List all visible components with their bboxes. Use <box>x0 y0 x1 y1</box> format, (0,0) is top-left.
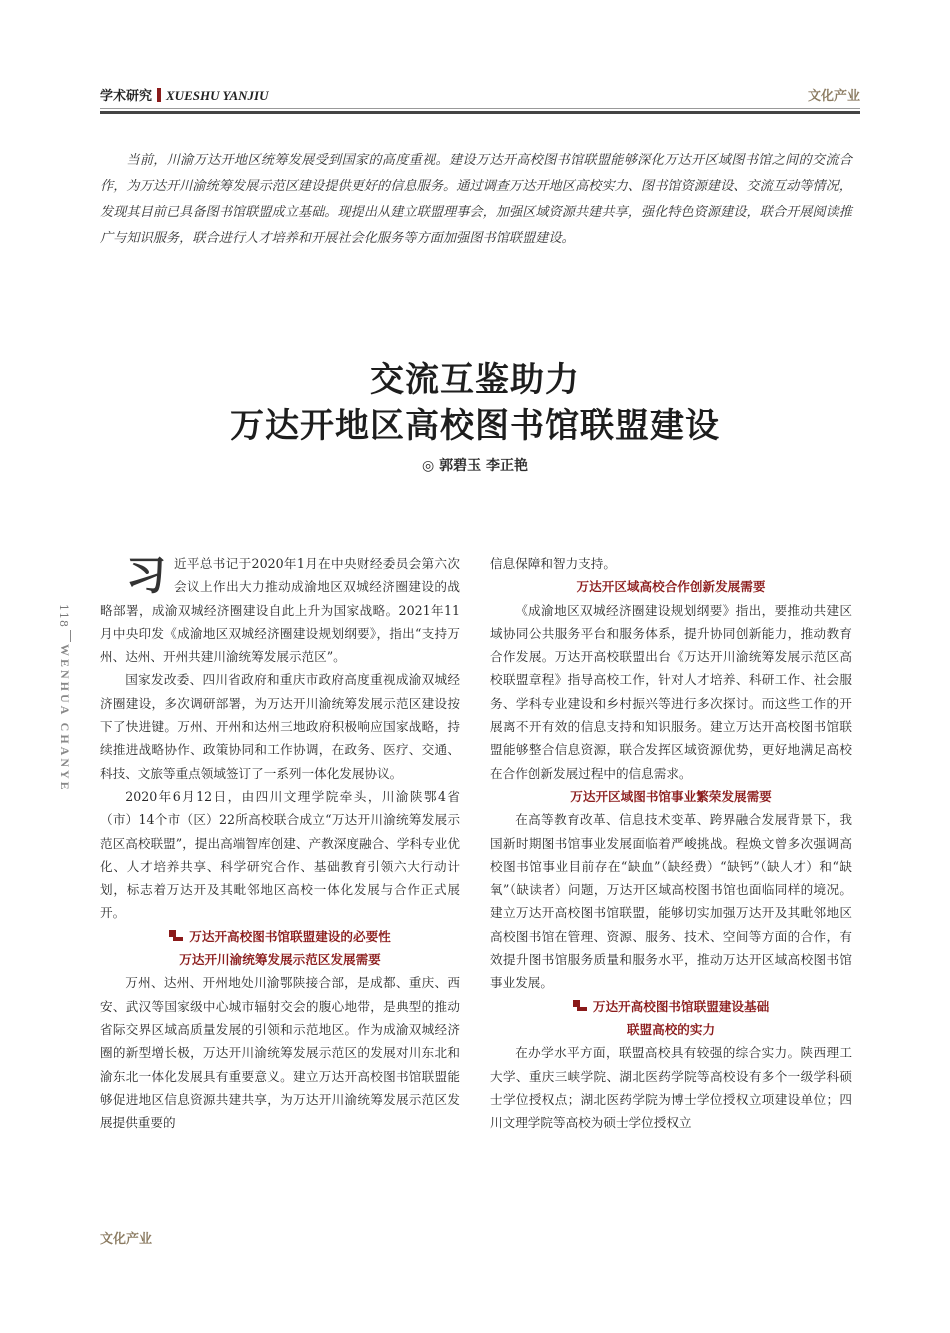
left-column <box>100 552 460 1134</box>
drop-cap: 习 <box>126 553 166 599</box>
subsection-heading: 万达开川渝统筹发展示范区发展需要 <box>179 952 381 968</box>
section-heading <box>490 995 852 1018</box>
header-divider <box>157 88 161 102</box>
subsection-heading: 联盟高校的实力 <box>626 1021 716 1037</box>
running-header <box>100 85 268 104</box>
paragraph-text: 近平总书记于2020年1月在中央财经委员会第六次会议上作出大力推动成渝地区双城经济圈建设的战略部署，成渝双城经济圈建设自此上升为国家战略。2021年11月中央印发《成渝地区双城经济圈建设规划纲要》，指出“支持万州、达州、开州共建川渝统筹发展示范区”。 <box>100 556 460 665</box>
sidebar-divider <box>70 630 71 642</box>
journal-name-footer: 文化产业 <box>100 1232 153 1247</box>
paragraph: 在高等教育改革、信息技术变革、跨界融合发展背景下，我国新时期图书馆事业发展面临着严峻挑战。程焕文曾多次强调高校图书馆事业目前存在“缺血”（缺经费）“缺钙”（缺人才）和“缺氧”（缺读者）问题，万达开区域高校图书馆也面临同样的境况。建立万达开高校图书馆联盟，能够切实加强万达开及其毗邻地区高校图书馆在管理、资源、服务、技术、空间等方面的合作，有效提升图书馆服务质量和服务水平，推动万达开区域高校图书馆事业发展。 <box>490 812 852 991</box>
heading-marker-icon <box>573 1000 587 1012</box>
journal-name-header: 文化产业 <box>807 89 860 104</box>
heading-marker-icon <box>169 930 183 942</box>
header-rule-thick <box>100 111 860 114</box>
page-sidebar <box>57 604 83 793</box>
section-name-en: XUESHU YANJIU <box>166 88 269 103</box>
article-title-line2: 万达开地区高校图书馆联盟建设 <box>230 406 720 446</box>
paragraph: 信息保障和智力支持。 <box>490 556 616 571</box>
right-column <box>490 552 852 1134</box>
paragraph: 2020年6月12日，由四川文理学院牵头，川渝陕鄂4省（市）14个市（区）22所高校联合成立“万达开川渝统筹发展示范区高校联盟”，提出高端智库创建、产教深度融合、学科专业优化、人才培养共享、科学研究合作、基础教育引领六大行动计划，标志着万达开及其毗邻地区高校一体化发展与合作正式展开。 <box>100 788 460 921</box>
section-heading-text: 万达开高校图书馆联盟建设的必要性 <box>189 928 391 944</box>
authors: ◎ 郭碧玉 李正艳 <box>422 458 528 474</box>
paragraph: 国家发改委、四川省政府和重庆市政府高度重视成渝双城经济圈建设，多次调研部署，为万达开川渝统筹发展示范区建设按下了快进键。万州、开州和达州三地政府积极响应国家战略，持续推进战略协作、政策协同和工作协调，在政务、医疗、交通、科技、文旅等重点领域签订了一系列一体化发展协议。 <box>100 672 460 781</box>
paragraph: 万州、达州、开州地处川渝鄂陕接合部，是成都、重庆、西安、武汉等国家级中心城市辐射交会的腹心地带，是典型的推动省际交界区域高质量发展的引领和示范地区。作为成渝双城经济圈的新型增长极，万达开川渝统筹发展示范区的发展对川东北和渝东北一体化发展具有重要意义。建立万达开高校图书馆联盟能够促进地区信息资源共建共享，为万达开川渝统筹发展示范区发展提供重要的 <box>100 975 460 1131</box>
paragraph: 在办学水平方面，联盟高校具有较强的综合实力。陕西理工大学、重庆三峡学院、湖北医药学院等高校设有多个一级学科硕士学位授权点；湖北医药学院为博士学位授权立项建设单位；四川文理学院等高校为硕士学位授权立 <box>490 1045 852 1131</box>
section-heading <box>100 925 460 948</box>
section-name-cn: 学术研究 <box>100 89 153 104</box>
section-heading-text: 万达开高校图书馆联盟建设基础 <box>592 998 770 1014</box>
paragraph <box>100 552 460 668</box>
paragraph: 《成渝地区双城经济圈建设规划纲要》指出，要推动共建区域协同公共服务平台和服务体系，提升协同创新能力，推动教育合作发展。万达开高校联盟出台《万达开川渝统筹发展示范区高校联盟章程》指导高校工作，针对人才培养、科研工作、社会服务、学科专业建设和乡村振兴等进行多次探讨。而这些工作的开展离不开有效的信息支持和知识服务。建立万达开高校图书馆联盟能够整合信息资源，联合发挥区域资源优势，更好地满足高校在合作创新发展过程中的信息需求。 <box>490 602 852 781</box>
magazine-name-vertical: WENHUA CHANYE <box>58 644 72 793</box>
subsection-heading: 万达开区域图书馆事业繁荣发展需要 <box>570 788 772 804</box>
page-number: 118 <box>57 604 70 628</box>
article-title-line1: 交流互鉴助力 <box>370 360 580 400</box>
abstract: 当前，川渝万达开地区统筹发展受到国家的高度重视。建设万达开高校图书馆联盟能够深化万达开区域图书馆之间的交流合作，为万达开川渝统筹发展示范区建设提供更好的信息服务。通过调查万达开地区高校实力、图书馆资源建设、交流互动等情况，发现其目前已具备图书馆联盟成立基础。现提出从建立联盟理事会，加强区域资源共建共享，强化特色资源建设，联合开展阅读推广与知识服务，联合进行人才培养和开展社会化服务等方面加强图书馆联盟建设。 <box>100 153 852 246</box>
header-rule-thin <box>100 108 860 109</box>
subsection-heading: 万达开区域高校合作创新发展需要 <box>576 579 766 595</box>
